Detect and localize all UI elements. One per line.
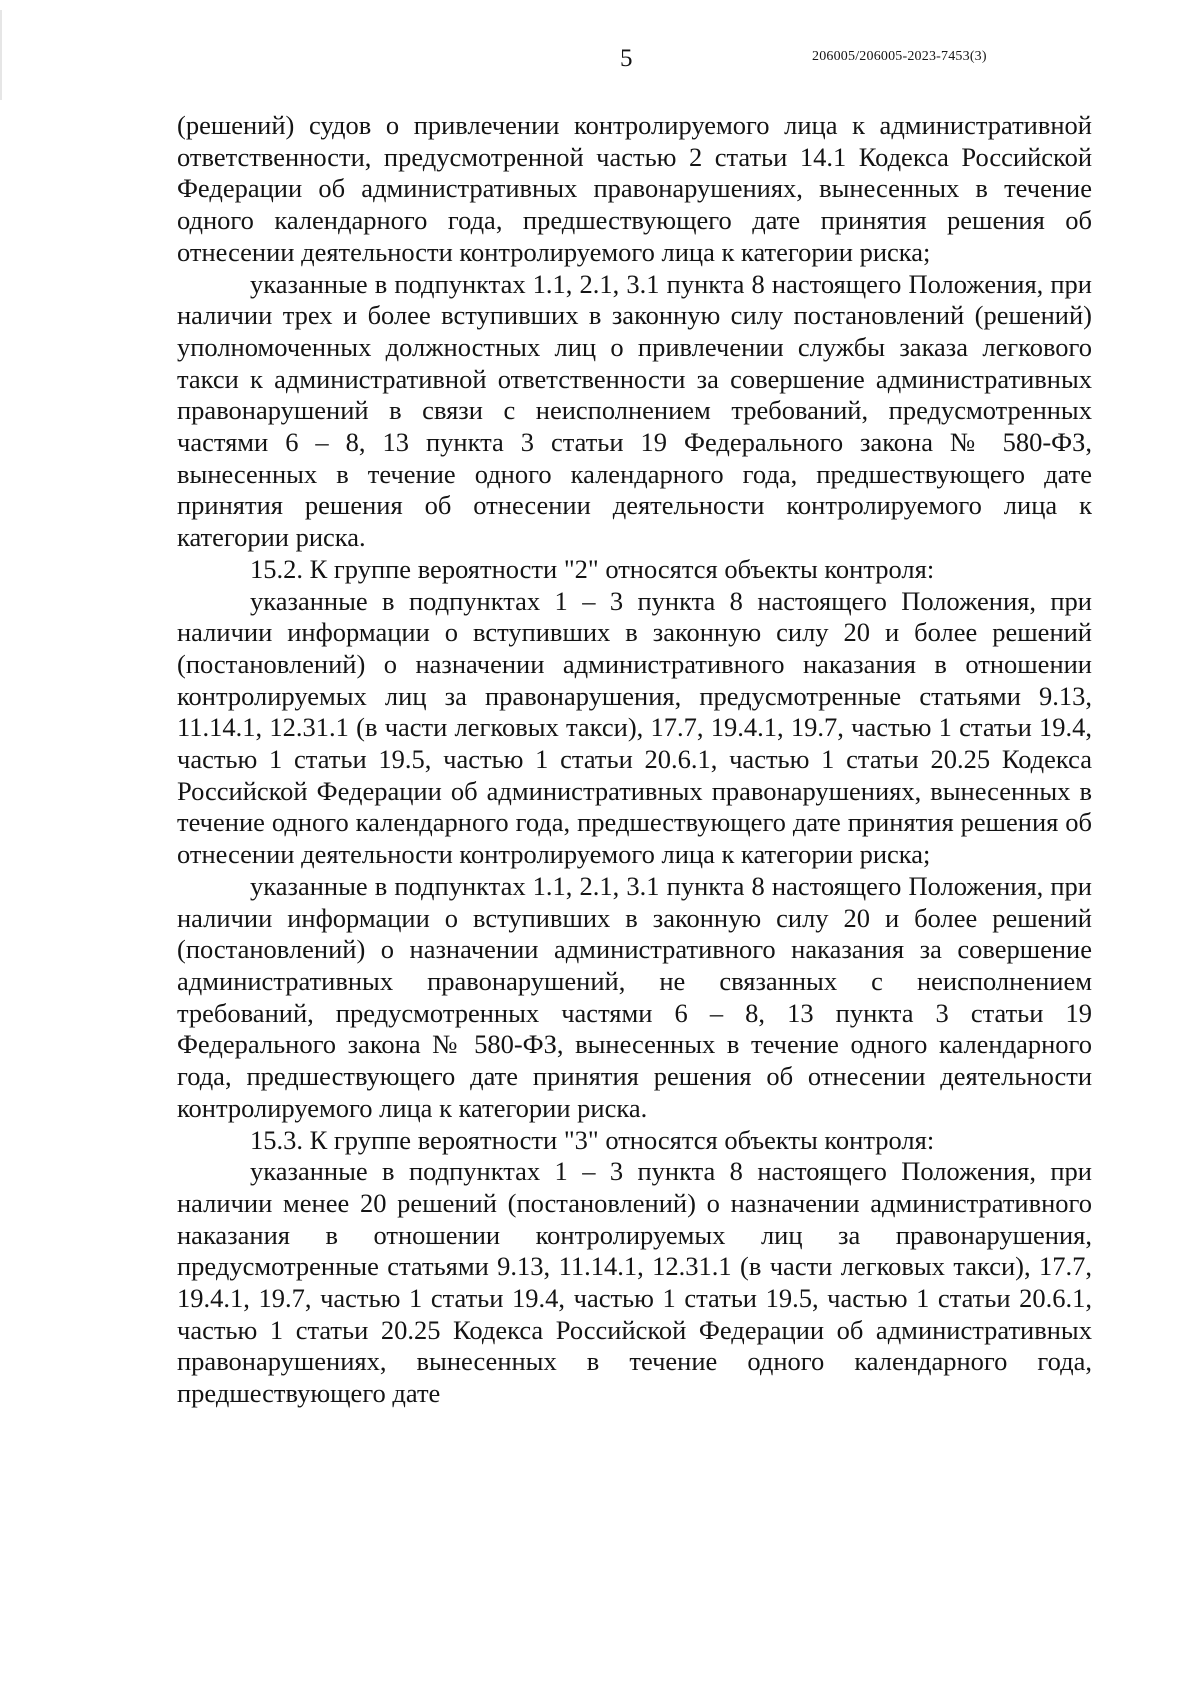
paragraph-continuation: (решений) судов о привлечении контролируемого лица к административной ответственности, предусмотренной частью 2 статьи 14.1 Кодекса Российской Федерации об административных правонарушениях, вынесенных в течение одного календарного года, предшествующего дате принятия решения об отнесении деятельности контролируемого лица к категории риска; xyxy=(177,110,1092,267)
paragraph-clause-15-2-heading: 15.2. К группе вероятности "2" относятся объекты контроля: xyxy=(250,553,935,584)
paragraph-group-3-subpoints-1-3: указанные в подпунктах 1 – 3 пункта 8 настоящего Положения, при наличии менее 20 решений (постановлений) о назначении административного наказания в отношении контролируемых лиц за правонарушения, предусмотренные статьями 9.13, 11.14.1, 12.31.1 (в части легковых такси), 17.7, 19.4.1, 19.7, частью 1 статьи 19.4, частью 1 статьи 19.5, частью 1 статьи 20.6.1, частью 1 статьи 20.25 Кодекса Российской Федерации об административных правонарушениях, вынесенных в течение одного календарного года, предшествующего дате xyxy=(177,1156,1092,1409)
page-number: 5 xyxy=(620,45,633,72)
paragraph-subpoint-taxi-service-group-1: указанные в подпунктах 1.1, 2.1, 3.1 пункта 8 настоящего Положения, при наличии трех и более вступивших в законную силу постановлений (решений) уполномоченных должностных лиц о привлечении службы заказа легкового такси к административной ответственности за совершение административных правонарушений в связи с неисполнением требований, предусмотренных частями 6 – 8, 13 пункта 3 статьи 19 Федерального закона № 580-ФЗ, вынесенных в течение одного календарного года, предшествующего дате принятия решения об отнесении деятельности контролируемого лица к категории риска. xyxy=(177,268,1092,553)
document-body xyxy=(177,110,1092,1410)
paragraph-group-2-subpoints-1-1: указанные в подпунктах 1.1, 2.1, 3.1 пункта 8 настоящего Положения, при наличии информации о вступивших в законную силу 20 и более решений (постановлений) о назначении административного наказания за совершение административных правонарушений, не связанных с неисполнением требований, предусмотренных частями 6 – 8, 13 пункта 3 статьи 19 Федерального закона № 580-ФЗ, вынесенных в течение одного календарного года, предшествующего дате принятия решения об отнесении деятельности контролируемого лица к категории риска. xyxy=(177,870,1092,1123)
scan-edge-mark xyxy=(0,10,2,100)
document-id: 206005/206005-2023-7453(3) xyxy=(812,49,987,64)
paragraph-group-2-subpoints-1-3: указанные в подпунктах 1 – 3 пункта 8 настоящего Положения, при наличии информации о вступивших в законную силу 20 и более решений (постановлений) о назначении административного наказания в отношении контролируемых лиц за правонарушения, предусмотренные статьями 9.13, 11.14.1, 12.31.1 (в части легковых такси), 17.7, 19.4.1, 19.7, частью 1 статьи 19.4, частью 1 статьи 19.5, частью 1 статьи 20.6.1, частью 1 статьи 20.25 Кодекса Российской Федерации об административных правонарушениях, вынесенных в течение одного календарного года, предшествующего дате принятия решения об отнесении деятельности контролируемого лица к категории риска; xyxy=(177,585,1092,870)
paragraph-clause-15-3-heading: 15.3. К группе вероятности "3" относятся объекты контроля: xyxy=(250,1124,935,1155)
